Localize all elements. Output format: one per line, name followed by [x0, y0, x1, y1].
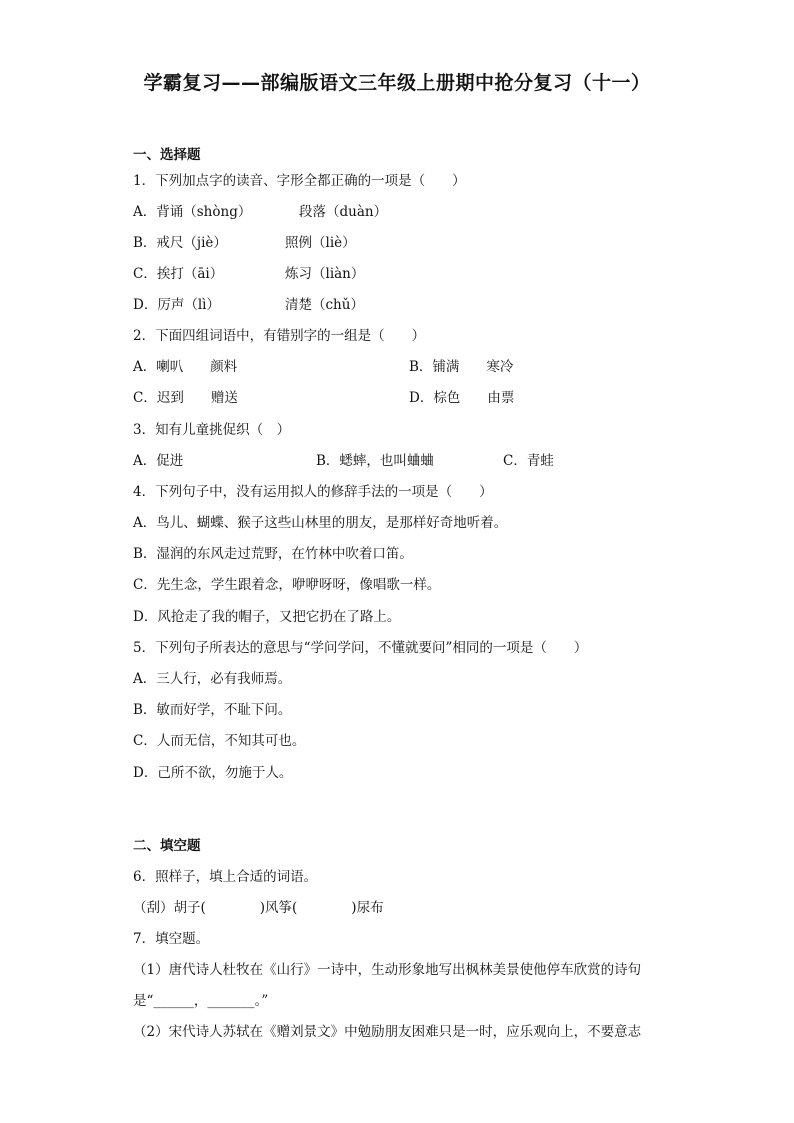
- question-7-part-1-line-1: （1）唐代诗人杜牧在《山行》一诗中，生动形象地写出枫林美景使他停车欣赏的诗句: [133, 962, 642, 978]
- question-4-stem: 4．下列句子中，没有运用拟人的修辞手法的一项是（ ）: [133, 484, 493, 500]
- question-3-option-b[interactable]: B．蟋蟀，也叫蛐蛐: [316, 453, 434, 469]
- question-7-stem: 7．填空题。: [133, 931, 210, 947]
- question-3-stem: 3．知有儿童挑促织（ ）: [133, 422, 291, 438]
- question-1-option-b[interactable]: [133, 233, 356, 253]
- question-6-blanks[interactable]: （刮）胡子( )风筝( )尿布: [133, 900, 384, 916]
- question-4-option-d[interactable]: D．风抢走了我的帽子，又把它扔在了路上。: [133, 609, 401, 625]
- question-1-option-a[interactable]: [133, 202, 388, 222]
- option-a-word-2: 段落（duàn）: [299, 204, 388, 220]
- question-1-option-c[interactable]: [133, 264, 365, 284]
- question-4-option-b[interactable]: B．湿润的东风走过荒野，在竹林中吹着口笛。: [133, 546, 413, 562]
- question-2-option-b[interactable]: B．铺满 寒冷: [409, 359, 514, 375]
- option-d-word-2: 清楚（chǔ）: [285, 297, 364, 313]
- option-c-word-2: 炼习（liàn）: [285, 266, 365, 282]
- question-3-options: [133, 451, 554, 471]
- section-heading-choice: 一、选择题: [133, 147, 201, 163]
- question-5-option-d[interactable]: D．己所不欲，勿施于人。: [133, 765, 293, 781]
- question-2-option-a[interactable]: A．喇叭 颜料: [133, 359, 238, 375]
- question-4-option-c[interactable]: C．先生念，学生跟着念，咿咿呀呀，像唱歌一样。: [133, 577, 441, 593]
- question-2-row-1: [133, 357, 514, 377]
- option-b-word-1: B．戒尺（jiè）: [133, 235, 227, 251]
- question-7-part-2-line-1: （2）宋代诗人苏轼在《赠刘景文》中勉励朋友困难只是一时，应乐观向上，不要意志: [133, 1024, 642, 1040]
- question-1-stem: 1．下列加点字的读音、字形全都正确的一项是（ ）: [133, 173, 466, 189]
- option-c-word-1: C．挨打（āi）: [133, 266, 224, 282]
- question-4-option-a[interactable]: A．鸟儿、蝴蝶、猴子这些山林里的朋友，是那样好奇地听着。: [133, 515, 508, 531]
- question-1-option-d[interactable]: [133, 295, 364, 315]
- question-2-option-d[interactable]: D．棕色 由票: [409, 390, 515, 406]
- question-3-option-c[interactable]: C．青蛙: [503, 453, 554, 469]
- option-d-word-1: D．厉声（lì）: [133, 297, 220, 313]
- option-b-word-2: 照例（liè）: [285, 235, 356, 251]
- question-5-option-b[interactable]: B．敏而好学，不耻下问。: [133, 702, 292, 718]
- question-2-option-c[interactable]: C．迟到 赠送: [133, 390, 238, 406]
- question-5-option-a[interactable]: A．三人行，必有我师焉。: [133, 671, 292, 687]
- question-7-part-1-line-2[interactable]: 是“______，_______。”: [133, 993, 269, 1009]
- question-2-stem: 2．下面四组词语中，有错别字的一组是（ ）: [133, 328, 426, 344]
- question-5-stem: 5．下列句子所表达的意思与“学问学问，不懂就要问”相同的一项是（ ）: [133, 640, 588, 656]
- question-6-stem: 6．照样子，填上合适的词语。: [133, 869, 318, 885]
- option-a-word-1: A．背诵（shòng）: [133, 204, 252, 220]
- question-5-option-c[interactable]: C．人而无信，不知其可也。: [133, 733, 306, 749]
- question-2-row-2: [133, 388, 515, 408]
- section-heading-fill: 二、填空题: [133, 838, 201, 854]
- page-title: 学霸复习——部编版语文三年级上册期中抢分复习（十一）: [143, 72, 651, 94]
- question-3-option-a[interactable]: A．促进: [133, 453, 184, 469]
